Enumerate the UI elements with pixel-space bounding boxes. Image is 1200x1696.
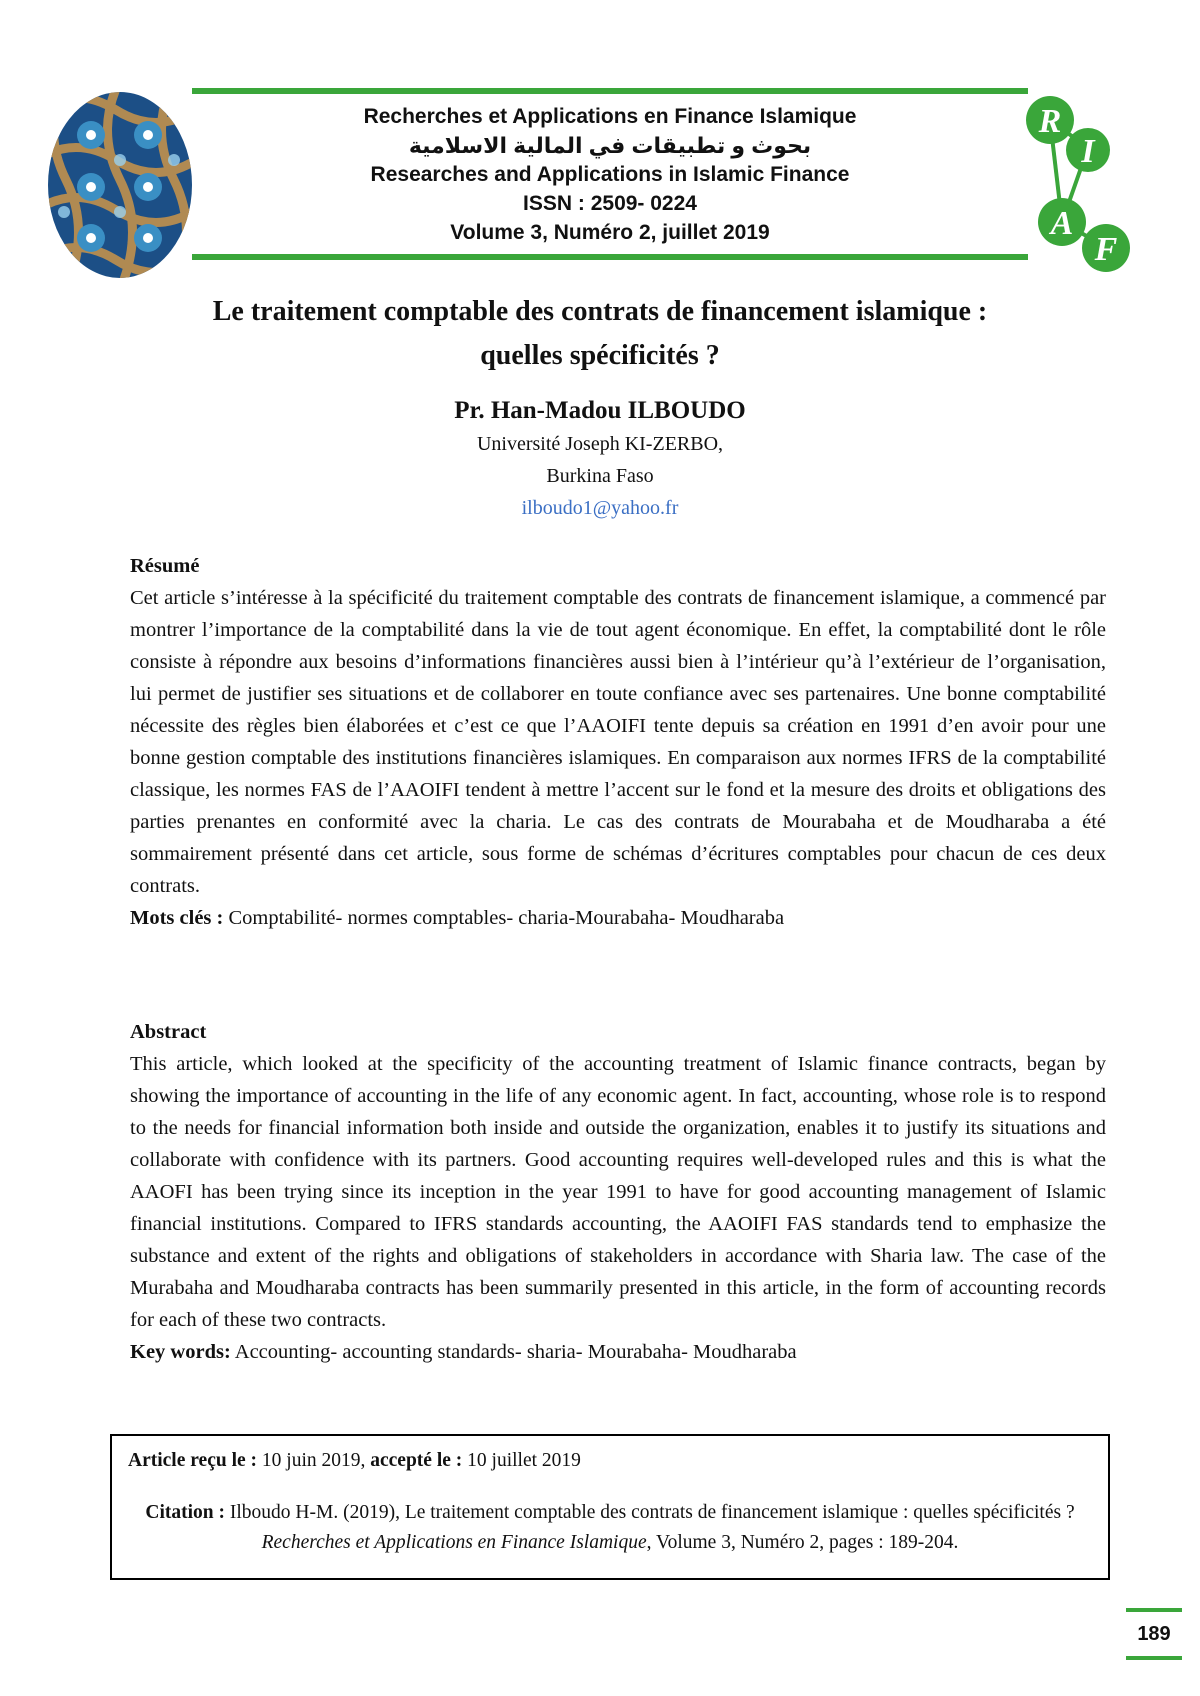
citation-label: Citation :: [145, 1502, 225, 1523]
received-label: Article reçu le :: [128, 1450, 258, 1471]
abstract-keywords-text: Accounting- accounting standards- sharia- Mourabaha- Moudharaba: [234, 1341, 797, 1363]
accepted-label: accepté le :: [370, 1450, 463, 1471]
journal-header: [192, 102, 1028, 247]
resume-section: [130, 550, 1106, 934]
article-title-line2: quelles spécificités ?: [480, 340, 720, 371]
riaf-logo: [1022, 86, 1138, 278]
logo-letter-f: F: [1094, 231, 1118, 268]
resume-body: Cet article s’intéresse à la spécificité du traitement comptable des contrats de financement islamique, a commencé par montrer l’importance de la comptabilité dans la vie de tout agent économique. En effet, la comptabilité dont le rôle consiste à répondre aux besoins d’informations financières aussi bien à l’intérieur qu’à l’extérieur de l’organisation, lui permet de justifier ses situations et de collaborer en toute confiance avec ses partenaires. Une bonne comptabilité nécessite des règles bien élaborées et c’est ce que l’AAOIFI tente depuis sa création en 1991 d’en avoir pour une bonne gestion comptable des institutions financières islamiques. En comparaison aux normes IFRS de la comptabilité classique, les normes FAS de l’AAOIFI tendent à mettre l’accent sur le fond et la mesure des droits et obligations des parties prenantes en conformité avec la charia. Le cas des contrats de Mourabaha et de Moudharaba a été sommairement présenté dans cet article, sous forme de schémas d’écritures comptables pour chacun de ces deux contrats.: [130, 587, 1106, 897]
citation-journal: Recherches et Applications en Finance Islamique: [261, 1532, 647, 1553]
article-title-line1: Le traitement comptable des contrats de financement islamique :: [212, 296, 988, 327]
logo-letter-i: I: [1081, 133, 1095, 170]
citation-tail: , Volume 3, Numéro 2, pages : 189-204.: [646, 1532, 959, 1553]
author-name: Pr. Han-Madou ILBOUDO: [454, 397, 746, 424]
citation-line: [132, 1498, 1088, 1558]
author-country: Burkina Faso: [546, 465, 654, 487]
abstract-keywords-label: Key words:: [130, 1341, 231, 1363]
logo-letter-a: A: [1050, 205, 1074, 242]
resume-keywords: [130, 902, 1106, 934]
resume-keywords-text: Comptabilité- normes comptables- charia-Mourabaha- Moudharaba: [228, 907, 785, 929]
journal-title-fr: Recherches et Applications en Finance Islamique: [363, 105, 857, 128]
abstract-keywords: [130, 1336, 1106, 1368]
logo-letter-r: R: [1038, 103, 1062, 140]
received-date: 10 juin 2019,: [261, 1450, 366, 1471]
author-affiliation: Université Joseph KI-ZERBO,: [476, 433, 724, 455]
citation-text: Ilboudo H-M. (2019), Le traitement comptable des contrats de financement islamique : quelles spécificités ?: [229, 1502, 1075, 1523]
header-rule-bottom: [192, 254, 1028, 260]
header-rule-top: [192, 88, 1028, 94]
abstract-heading: Abstract: [130, 1021, 207, 1043]
author-email-link[interactable]: ilboudo1@yahoo.fr: [521, 497, 679, 519]
resume-keywords-label: Mots clés :: [130, 907, 224, 929]
resume-heading: Résumé: [130, 555, 200, 577]
journal-ornament-logo: [46, 90, 194, 280]
journal-volume: Volume 3, Numéro 2, juillet 2019: [450, 221, 770, 244]
journal-title-ar: بحوث و تطبيقات في المالية الاسلامية: [408, 133, 812, 158]
page-number-rule-bottom: [1126, 1656, 1182, 1660]
author-block: [300, 394, 900, 524]
accepted-date: 10 juillet 2019: [467, 1450, 581, 1471]
page-number: 189: [1137, 1623, 1171, 1645]
journal-issn: ISSN : 2509- 0224: [523, 192, 697, 215]
journal-title-en: Researches and Applications in Islamic Finance: [370, 163, 850, 186]
received-line: [128, 1450, 581, 1472]
abstract-section: [130, 1016, 1106, 1368]
abstract-body: This article, which looked at the specificity of the accounting treatment of Islamic finance contracts, began by showing the importance of accounting in the life of any economic agent. In fact, accounting, whose role is to respond to the needs for financial information both inside and outside the organization, enables it to justify its situations and collaborate with confidence with its partners. Good accounting requires well-developed rules and this is what the AAOFI has been trying since its inception in the year 1991 to have for good accounting management of Islamic financial institutions. Compared to IFRS standards accounting, the AAOIFI FAS standards tend to emphasize the substance and extent of the rights and obligations of stakeholders in accordance with Sharia law. The case of the Murabaha and Moudharaba contracts has been summarily presented in this article, in the form of accounting records for each of these two contracts.: [130, 1053, 1106, 1331]
article-title: [120, 290, 1080, 378]
article-info-box: [110, 1434, 1110, 1580]
page-number-block: [1126, 1608, 1182, 1660]
